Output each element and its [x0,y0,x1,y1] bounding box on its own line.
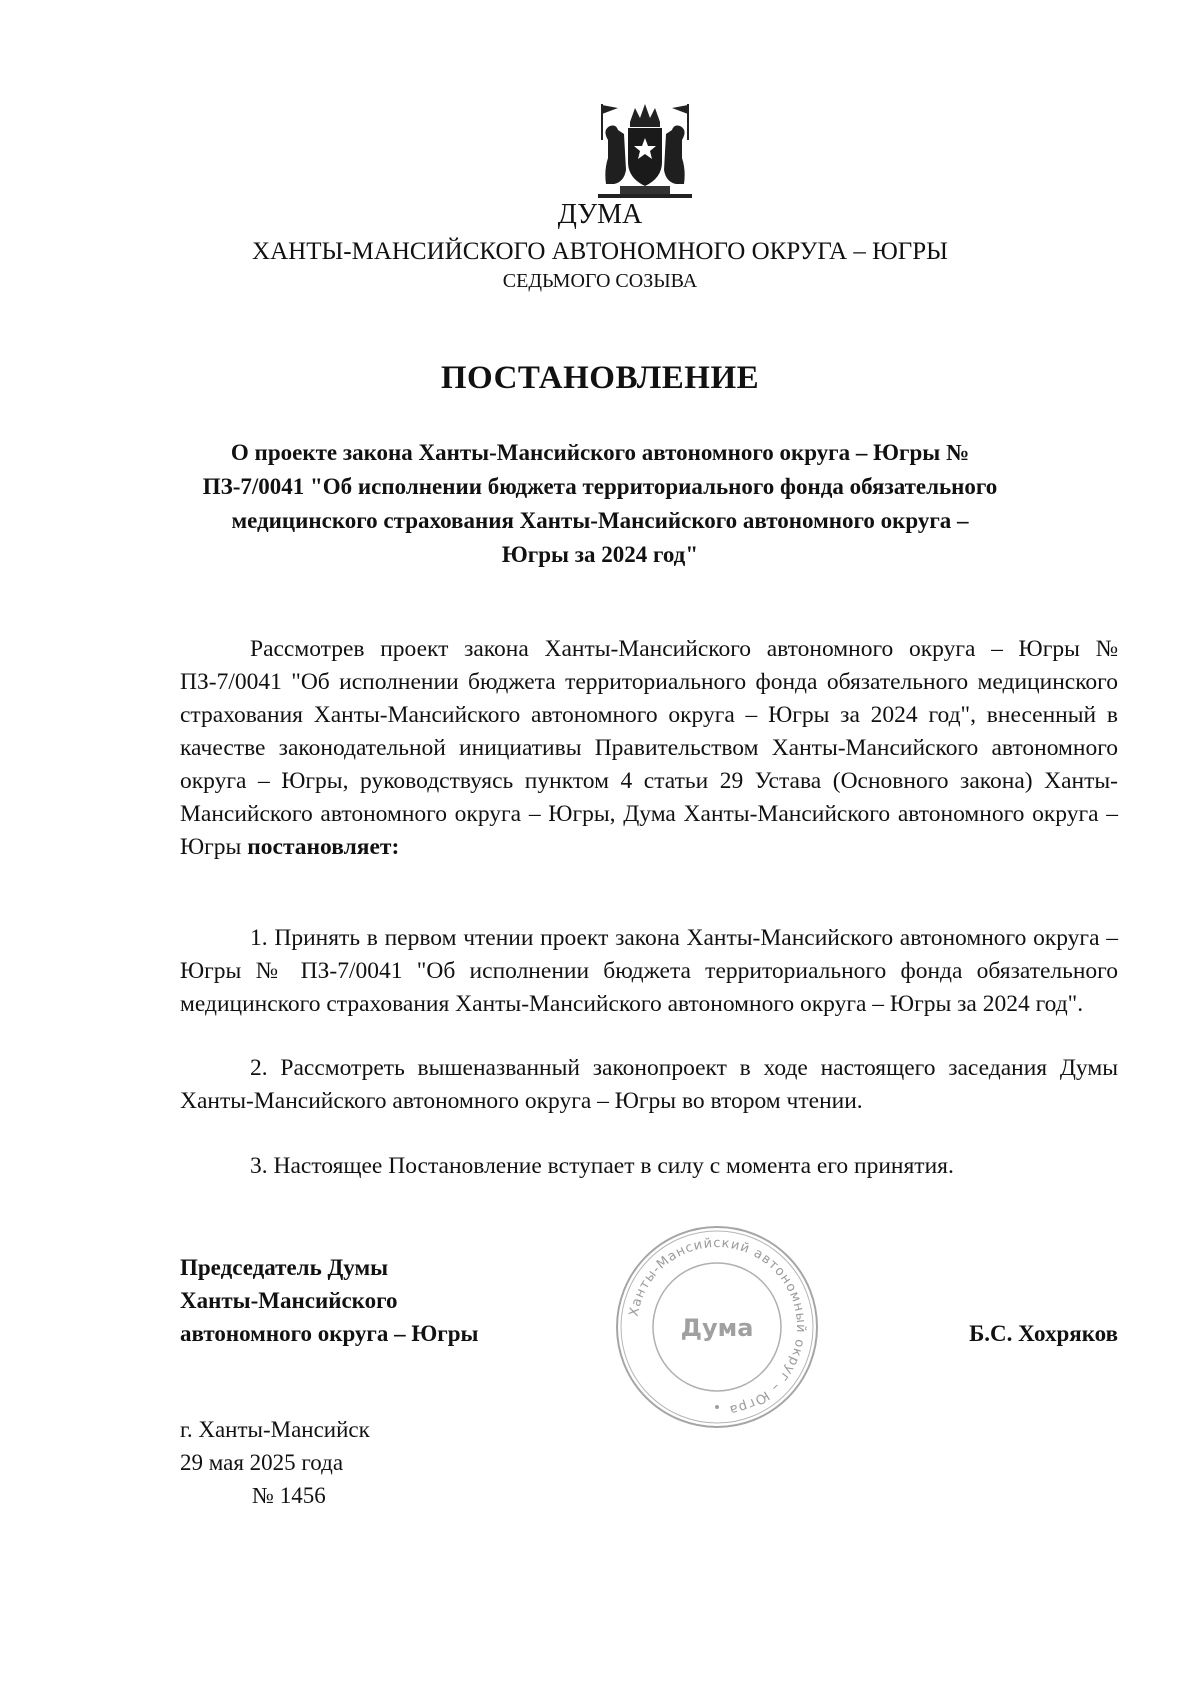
coat-of-arms-icon [590,100,700,200]
resolution-item-3: 3. Настоящее Постановление вступает в силу с момента его принятия. [250,1153,954,1179]
document-number: № 1456 [252,1483,326,1508]
org-subtitle: ХАНТЫ-МАНСИЙСКОГО АВТОНОМНОГО ОКРУГА – ЮГРЫ [252,238,948,265]
seal-ring-text: Ханты-Мансийский автономный округ – Югра [626,1235,809,1418]
document-subject: О проекте закона Ханты-Мансийского автономного округа – Югры № ПЗ-7/0041 "Об исполнении бюджета территориального фонда обязательного медицинского страхования Ханты-Мансийского автономного округа – Югры за 2024 год" [202,440,998,567]
document-kind-title: ПОСТАНОВЛЕНИЕ [440,360,760,396]
signer-name: Б.С. Хохряков [969,1321,1118,1346]
date-label: 29 мая 2025 года [180,1450,344,1475]
place-and-date [180,1413,370,1479]
resolution-item-2: 2. Рассмотреть вышеназванный законопроект в ходе настоящего заседания Думы Ханты-Мансийского автономного округа – Югры во втором чтении. [180,1055,1118,1114]
signer-title [180,1251,600,1350]
seal-center-text: Дума [680,1314,754,1342]
signer-title-line: автономного округа – Югры [180,1321,479,1346]
resolution-item-1: 1. Принять в первом чтении проект закона Ханты-Мансийского автономного округа – Югры № ПЗ-7/0041 "Об исполнении бюджета территориального фонда обязательного медицинского страхования Ханты-Мансийского автономного округа – Югры за 2024 год". [180,925,1118,1017]
place-label: г. Ханты-Мансийск [180,1417,370,1442]
signer-title-line: Председатель Думы [180,1255,389,1280]
signer-title-line: Ханты-Мансийского [180,1288,398,1313]
resolves-word: постановляет: [247,834,400,860]
official-seal-icon [612,1222,822,1432]
convocation-label: СЕДЬМОГО СОЗЫВА [502,270,698,292]
preamble-text: Рассмотрев проект закона Ханты-Мансийского автономного округа – Югры № ПЗ-7/0041 "Об исполнении бюджета территориального фонда обязательного медицинского страхования Ханты-Мансийского автономного округа – Югры за 2024 год", внесенный в качестве законодательной инициативы Правительством Ханты-Мансийского автономного округа – Югры, руководствуясь пунктом 4 статьи 29 Устава (Основного закона) Ханты-Мансийского автономного округа – Югры, Дума Ханты-Мансийского автономного округа – Югры [180,636,1118,860]
org-title: ДУМА [557,199,643,230]
preamble-paragraph [180,633,1118,864]
